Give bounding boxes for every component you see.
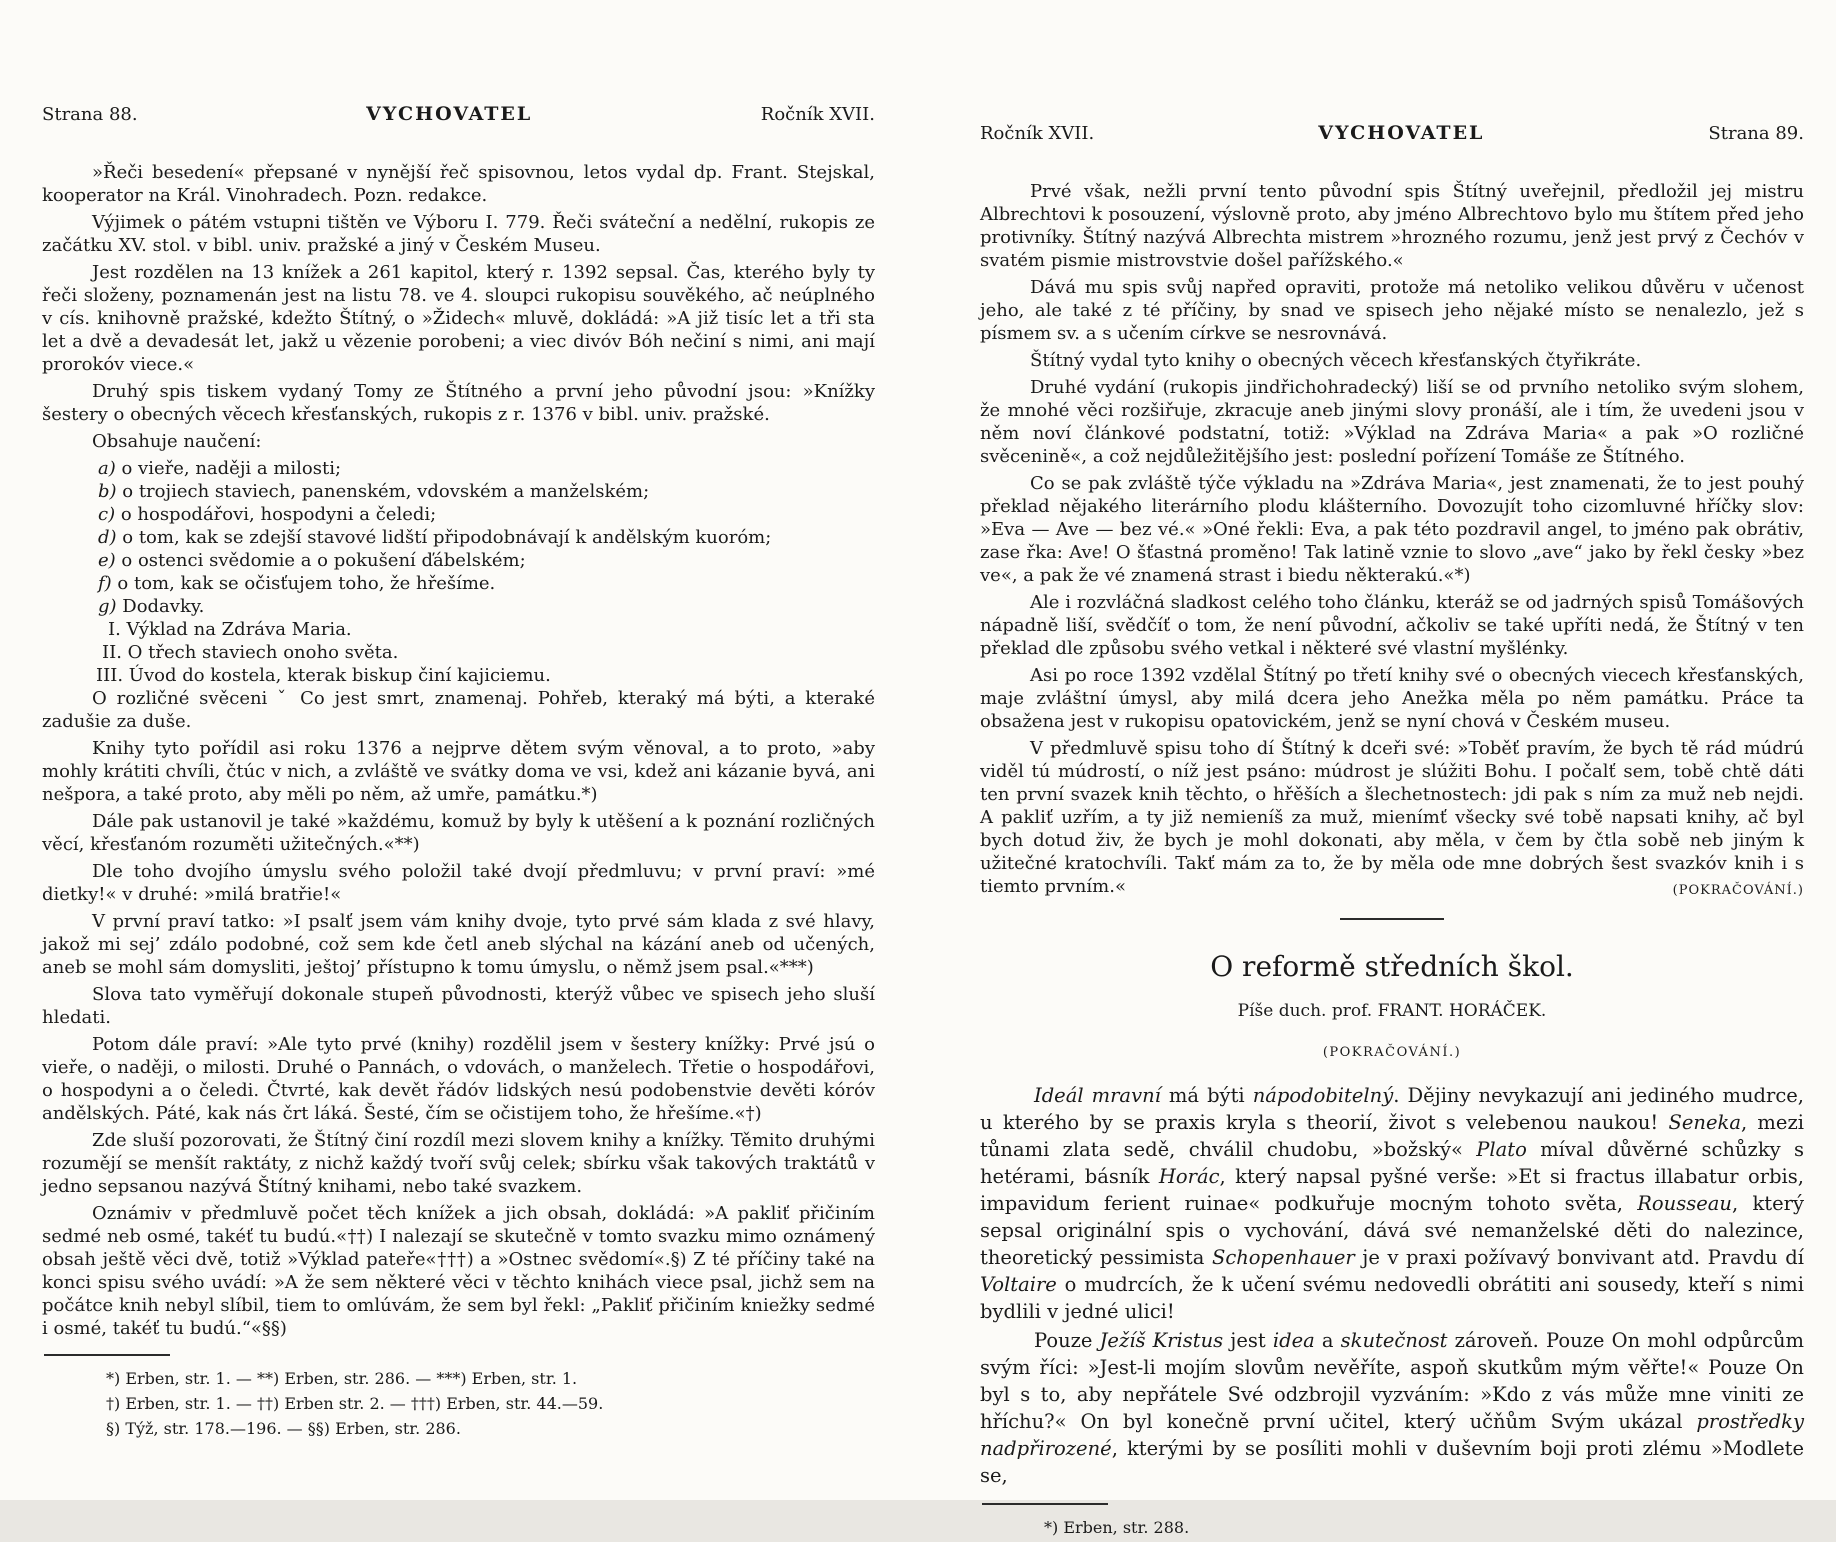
paragraph: Co se pak zvláště týče výkladu na »Zdráva Maria«, jest znamenati, že to jest pouhý překlad nějakého literárního plodu klášterního. Dovozujít toho cizomluvné hříčky slov: »Eva — Ave — bez vé.« »Oné řekli: Eva, a pak této pozdravil angel, to jméno pak obrátiv, zase řka: Ave! O šťastná proměno! Tak latině vznie to slovo „ave“ jako by řekl česky »bez ve«, a pak že vé znamená strast i biedu některakú.«*) (980, 473, 1804, 586)
page-number: Strana 88. (42, 104, 138, 125)
paragraph: Ale i rozvláčná sladkost celého toho článku, kteráž se od jadrných spisů Tomášových nápadně liší, svědčíť o tom, že není původní, ačkoliv se také upříti nedá, že Štítný v ten překlad dle způsobu svého vetkal i některé své vlastní myšlénky. (980, 592, 1804, 659)
page-header (42, 103, 875, 125)
page-89 (980, 122, 1804, 1542)
page-header (980, 122, 1804, 144)
article-continuation-note: (POKRAČOVÁNÍ.) (1322, 1045, 1462, 1060)
article-body (980, 1082, 1804, 1540)
paragraph: Ideál mravní má býti nápodobitelný. Dějiny nevykazují ani jediného mudrce, u kterého by se praxis kryla s theorií, život s velebenou naukou! Seneka, mezi tůnami zlata sedě, chválil chudobu, »božský« Plato míval důvěrné schůzky s hetérami, básník Horác, který napsal pyšné verše: »Et si fractus illabatur orbis, impavidum ferient ruinae« podkuřuje mocným tohoto světa, Rousseau, který sepsal originální spis o vychování, dává své nemanželské děti do nalezince, theoretický pessimista Schopenhauer je v praxi požívavý bonvivant atd. Pravdu dí Voltaire o mudrcích, že k učení svému nedovedli obrátiti ani sousedy, kteří s nimi bydlili v jedné ulici! (980, 1084, 1805, 1323)
list-item-d: d) o tom, kak se zdejší stavové lidští připodobnávají k andělským kuoróm; (98, 527, 772, 548)
footnote: §) Týž, str. 178.—196. — §§) Erben, str. 286. (106, 1419, 461, 1438)
paragraph: Štítný vydal tyto knihy o obecných věcech křesťanských čtyřikráte. (1030, 350, 1642, 371)
paragraph: Jest rozdělen na 13 knížek a 261 kapitol, který r. 1392 sepsal. Čas, kterého byly ty řeči složeny, poznamenán jest na listu 78. ve 4. sloupci rukopisu souvěkého, ač neúplného v cís. knihovně pražské, kdežto Štítný, o »Židech« mluvě, dokládá: »A již tisíc let a tři sta let a dvě a devadesát let, jakž u vězenie porobeni; a viec divóv Bóh nečiní s nimi, ani mají prorokóv viece.« (42, 262, 875, 375)
page-body (980, 180, 1804, 1540)
paragraph: Dává mu spis svůj napřed opraviti, protože má netoliko velikou důvěru v učenost jeho, ale také z té příčiny, by snad ve spisech jeho nějaké místo se nenalezlo, jež s písmem sv. a s učením církve se nesrovnává. (980, 277, 1804, 344)
list-item-f: f) o tom, kak se očisťujem toho, že hřešíme. (98, 573, 496, 594)
paragraph: Pouze Ježíš Kristus jest idea a skutečnost zároveň. Pouze On mohl odpůrcům svým říci: »Jest-li mojím slovům nevěříte, aspoň skutkům mým věřte!« Pouze On byl s to, aby nepřátele Své odzbrojil vyzváním: »Kdo z vás může mne viniti ze hříchu?« On byl konečně první učitel, který učňům Svým ukázal prostředky nadpřirozené, kterými by se posíliti mohli v duševním boji proti zlému »Modlete se, (980, 1329, 1804, 1487)
page-88 (42, 103, 875, 1441)
paragraph: Dle toho dvojího úmyslu svého položil také dvojí předmluvu; v první praví: »mé dietky!« v druhé: »milá bratřie!« (42, 861, 875, 905)
footnote: †) Erben, str. 1. — ††) Erben str. 2. — †††) Erben, str. 44.—59. (106, 1394, 604, 1413)
list-item-c: c) o hospodářovi, hospodyni a čeledi; (98, 504, 437, 525)
footnote-divider (44, 1354, 170, 1356)
paragraph: Knihy tyto pořídil asi roku 1376 a nejprve dětem svým věnoval, a to proto, »aby mohly krátiti chvíli, čtúc v nich, a zvláště ve svátky doma ve vsi, kdež ani kázanie byvá, ani nešpora, a také proto, aby měli po něm, až umře, památku.*) (42, 738, 875, 805)
footnote: *) Erben, str. 288. (1044, 1518, 1190, 1537)
list-item-g: g) Dodavky. (98, 596, 205, 617)
list-item-roman-1: I. Výklad na Zdráva Maria. (108, 619, 352, 640)
volume-label: Ročník XVII. (980, 123, 1095, 144)
article-title: O reformě středních škol. (1210, 950, 1574, 983)
journal-title: VYCHOVATEL (1318, 122, 1485, 144)
page-number: Strana 89. (1708, 123, 1804, 144)
paragraph: Dále pak ustanovil je také »každému, komuž by byly k utěšení a k poznání rozličných věcí, křesťanóm rozuměti užitečných.«**) (42, 811, 875, 855)
paragraph: V předmluvě spisu toho dí Štítný k dceři své: »Toběť pravím, že bych tě rád múdrú viděl tú múdrostí, o níž jest psáno: múdrost je slúžiti Bohu. I počalť sem, tobě chtě dáti ten první svazek knih těchto, o hřěších a šlechetnostech: jdi pak s ním za muž neb nejdi. A pakliť uzřím, a ty již nemieníš za muž, mienímť všecky své tobě napsati knihy, ač byl bych dotud živ, že bych je mohl dokonati, aby měla, v čem by čtla sobě neb jiným k užitečné kratochvíli. Takť mám za to, že by měla ode mne dobrých šest svazkóv knih i s tiemto prvním.« (980, 738, 1804, 897)
list-item-roman-2: II. O třech staviech onoho světa. (102, 642, 399, 663)
list-item-a: a) o vieře, naději a milosti; (98, 458, 342, 479)
section-divider (1340, 918, 1444, 920)
list-item-b: b) o trojiech staviech, panenském, vdovském a manželském; (98, 481, 650, 502)
paragraph: Výjimek o pátém vstupni tištěn ve Výboru I. 779. Řeči sváteční a nedělní, rukopis ze začátku XV. stol. v bibl. univ. pražské a jiný v Českém Museu. (42, 212, 875, 256)
paragraph: Prvé však, nežli první tento původní spis Štítný uveřejnil, předložil jej mistru Albrechtovi k posouzení, výslovně proto, aby jméno Albrechtovo bylo mu štítem před jeho protivníky. Štítný nazývá Albrechta mistrem »hrozného rozumu, jenž jest prvý z Čechóv v svatém pismie mistrovstvie došel pařížského.« (980, 181, 1804, 271)
list-item-roman-3: III. Úvod do kostela, kterak biskup činí kajiciemu. (96, 665, 551, 686)
paragraph: V první praví tatko: »I psalť jsem vám knihy dvoje, tyto prvé sám klada z své hlavy, jakož mi sej’ zdálo podobné, což sem kde četl aneb slýchal na kázání aneb od učených, aneb se mohl sám domysliti, ještoj’ přístupno k tomu úmyslu, o němž jsem psal.«***) (42, 911, 875, 978)
footnote: *) Erben, str. 1. — **) Erben, str. 286. — ***) Erben, str. 1. (106, 1369, 578, 1388)
paragraph: Potom dále praví: »Ale tyto prvé (knihy) rozdělil jsem v šestery knížky: Prvé jsú o vieře, o naději, o milosti. Druhé o Pannách, o vdovách, o manželech. Třetie o hospodářovi, o hospodyni a o čeledi. Čtvrté, kak devět řádóv lidských nesú podobenstvie devěti kóróv andělských. Páté, kak nás črt láká. Šesté, čím se očistijem toho, že hřešíme.«†) (42, 1034, 875, 1124)
journal-title: VYCHOVATEL (366, 103, 533, 125)
article-byline: Píše duch. prof. FRANT. HORÁČEK. (1237, 1001, 1547, 1021)
paragraph: Slova tato vyměřují dokonale stupeň původnosti, kterýž vůbec ve spisech jeho sluší hledati. (42, 984, 875, 1028)
paragraph: Druhý spis tiskem vydaný Tomy ze Štítného a první jeho původní jsou: »Knížky šestery o obecných věcech křesťanských, rukopis z r. 1376 v bibl. univ. pražské. (42, 381, 875, 425)
paragraph: Zde sluší pozorovati, že Štítný činí rozdíl mezi slovem knihy a knížky. Těmito druhými rozumějí se menšít raktáty, z nichž každý tvoří svůj celek; sbírku však takových traktátů v jedno sepsanou nazývá Štítný knihami, nebo také svazkem. (42, 1130, 875, 1197)
paragraph: Obsahuje naučení: (92, 431, 262, 452)
continuation-marker: (POKRAČOVÁNÍ.) (1672, 883, 1804, 898)
paragraph: Asi po roce 1392 vzdělal Štítný po třetí knihy své o obecných viecech křesťanských, maje zvláštní úmysl, aby milá dcera jeho Anežka měla po něm památku. Práce ta obsažena jest v rukopisu opatovickém, jenž se nyní chová v Českém museu. (980, 665, 1804, 732)
page-body (42, 161, 875, 1441)
footnote-divider (982, 1503, 1108, 1505)
volume-label: Ročník XVII. (760, 104, 875, 125)
paragraph: O rozličné svěceni ˇ Co jest smrt, znamenaj. Pohřeb, kteraký má býti, a kteraké zadušie za duše. (42, 688, 875, 732)
list-item-e: e) o ostenci svědomie a o pokušení ďábelském; (98, 550, 526, 571)
paragraph: Druhé vydání (rukopis jindřichohradecký) liší se od prvního netoliko svým slohem, že mnohé věci rozšiřuje, zkracuje aneb jinými slovy pronáší, ale i tím, že uvedeni jsou v něm noví článkové podstatní, totiž: »Výklad na Zdráva Maria« a pak »O rozličné svěcenině«, a což nejdůležitějšího jest: poslední pořízení Tomáše ze Štítného. (980, 377, 1804, 467)
paragraph: Oznámiv v předmluvě počet těch knížek a jich obsah, dokládá: »A pakliť přičiním sedmé neb osmé, takéť tu budú.«††) I nalezají se skutečně v tomto svazku mimo oznámený obsah ještě věci dvě, totiž »Výklad pateře«†††) a »Ostnec svědomí«.§) Z té příčiny také na konci spisu svého uvádí: »A že sem některé věci v těchto knihách viece psal, jichž sem na počátce knih nebyl slíbil, tiem to omlúvám, že sem byl řekl: „Pakliť přičiním kniežky sedmé i osmé, takéť tu budú.“«§§) (42, 1203, 875, 1339)
paragraph: »Řeči besedení« přepsané v nynější řeč spisovnou, letos vydal dp. Frant. Stejskal, kooperator na Král. Vinohradech. Pozn. redakce. (42, 162, 875, 206)
